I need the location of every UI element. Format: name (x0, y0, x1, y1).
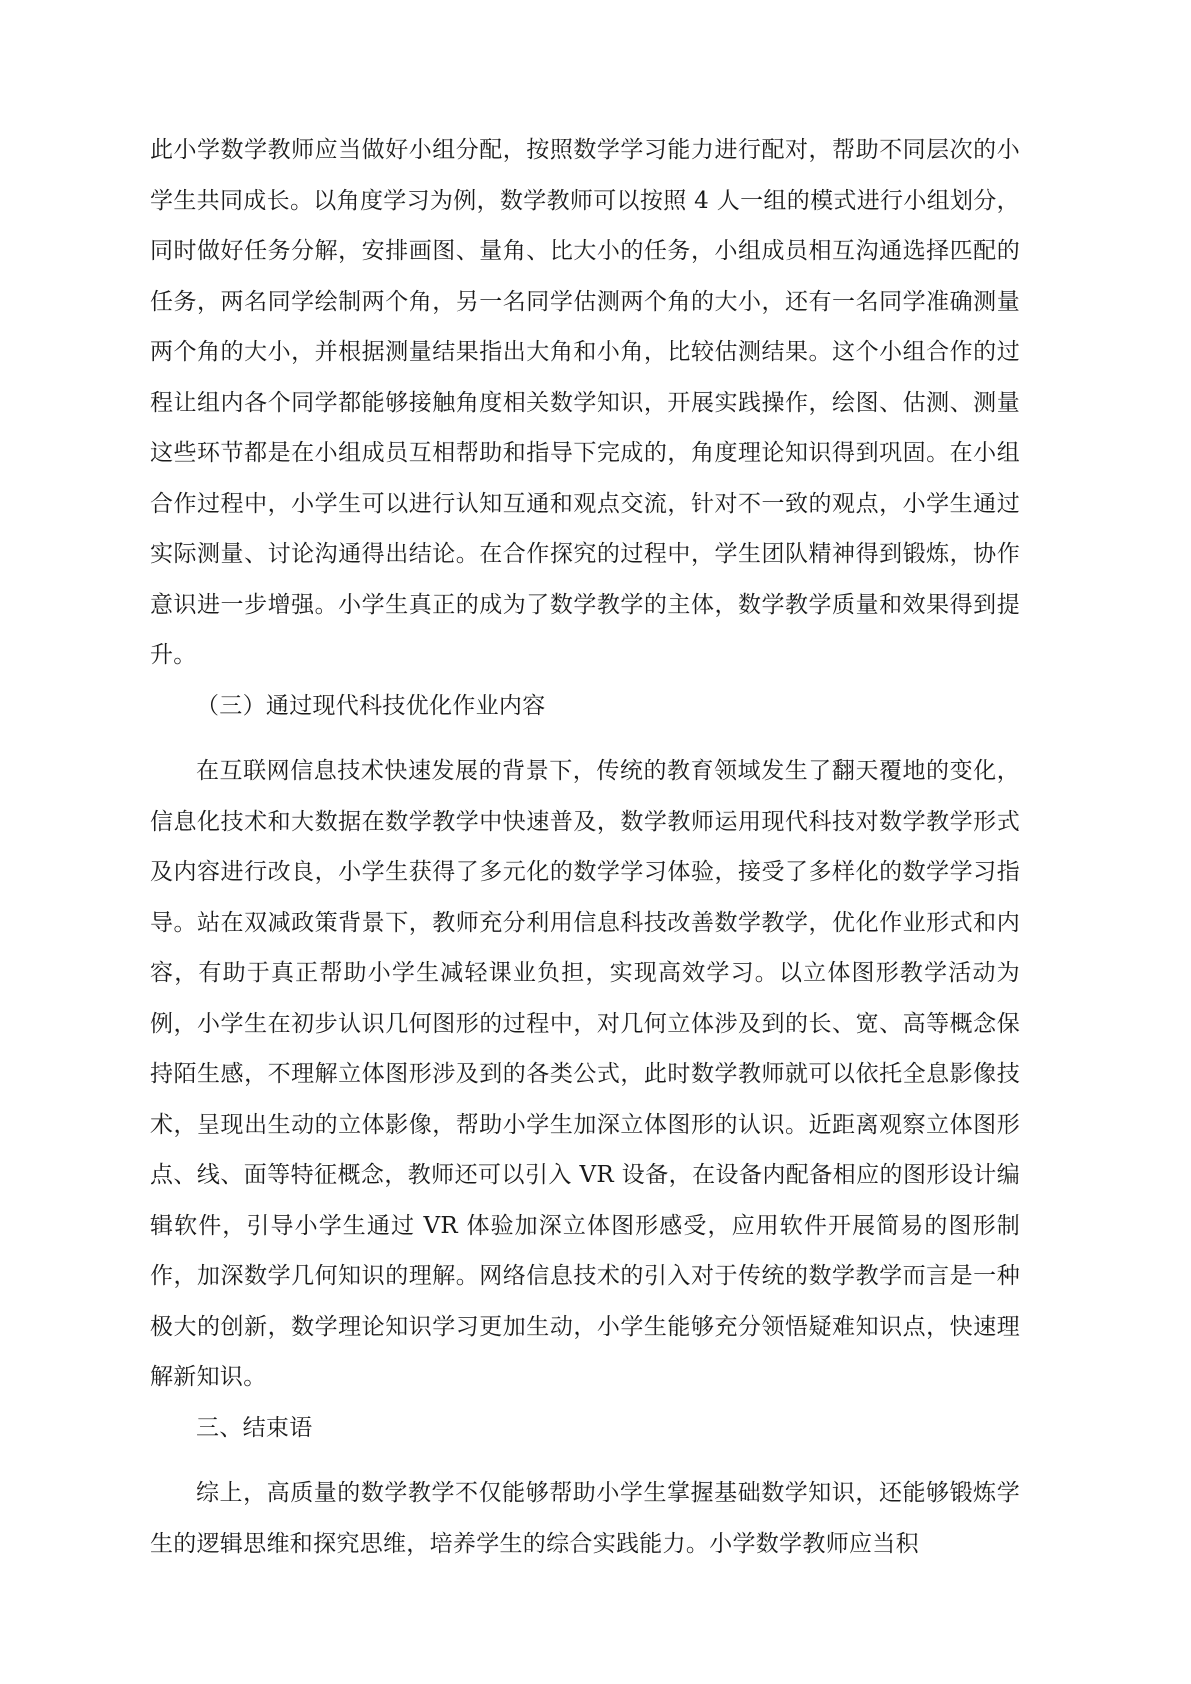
document-body (150, 125, 1020, 1569)
body-paragraph-conclusion: 综上，高质量的数学教学不仅能够帮助小学生掌握基础数学知识，还能够锻炼学生的逻辑思维和探究思维，培养学生的综合实践能力。小学数学教师应当积 (150, 1480, 1020, 1557)
section-heading-conclusion: 三、结束语 (196, 1414, 313, 1441)
section-heading-3: （三）通过现代科技优化作业内容 (196, 692, 546, 719)
body-paragraph-continuation: 此小学数学教师应当做好小组分配，按照数学学习能力进行配对，帮助不同层次的小学生共同成长。以角度学习为例，数学教师可以按照 4 人一组的模式进行小组划分，同时做好任务分解，安排画图、量角、比大小的任务，小组成员相互沟通选择匹配的任务，两名同学绘制两个角，另一名同学估测两个角的大小，还有一名同学准确测量两个角的大小，并根据测量结果指出大角和小角，比较估测结果。这个小组合作的过程让组内各个同学都能够接触角度相关数学知识，开展实践操作，绘图、估测、测量这些环节都是在小组成员互相帮助和指导下完成的，角度理论知识得到巩固。在小组合作过程中，小学生可以进行认知互通和观点交流，针对不一致的观点，小学生通过实际测量、讨论沟通得出结论。在合作探究的过程中，学生团队精神得到锻炼，协作意识进一步增强。小学生真正的成为了数学教学的主体，数学教学质量和效果得到提升。 (150, 137, 1020, 668)
body-paragraph-technology: 在互联网信息技术快速发展的背景下，传统的教育领域发生了翻天覆地的变化，信息化技术和大数据在数学教学中快速普及，数学教师运用现代科技对数学教学形式及内容进行改良，小学生获得了多元化的数学学习体验，接受了多样化的数学学习指导。站在双减政策背景下，教师充分利用信息科技改善数学教学，优化作业形式和内容，有助于真正帮助小学生减轻课业负担，实现高效学习。以立体图形教学活动为例，小学生在初步认识几何图形的过程中，对几何立体涉及到的长、宽、高等概念保持陌生感，不理解立体图形涉及到的各类公式，此时数学教师就可以依托全息影像技术，呈现出生动的立体影像，帮助小学生加深立体图形的认识。近距离观察立体图形点、线、面等特征概念，教师还可以引入 VR 设备，在设备内配备相应的图形设计编辑软件，引导小学生通过 VR 体验加深立体图形感受，应用软件开展简易的图形制作，加深数学几何知识的理解。网络信息技术的引入对于传统的数学教学而言是一种极大的创新，数学理论知识学习更加生动，小学生能够充分领悟疑难知识点，快速理解新知识。 (150, 758, 1020, 1390)
